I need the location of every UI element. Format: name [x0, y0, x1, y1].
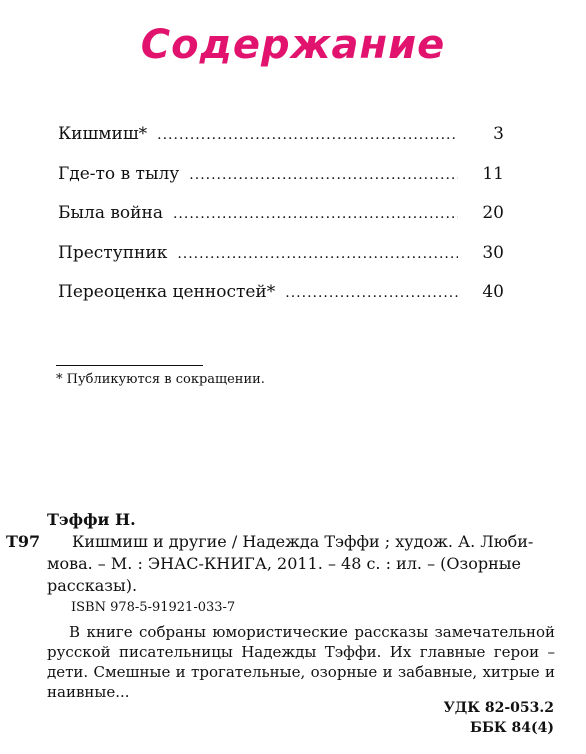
footnote-divider: [56, 365, 203, 366]
toc-leader-dots: [189, 167, 458, 183]
catalog-class-code: Т97: [6, 532, 41, 551]
toc-entry[interactable]: [58, 203, 504, 243]
toc-leader-dots: [177, 246, 458, 262]
toc-entry[interactable]: [58, 124, 504, 164]
footnote: * Публикуются в сокращении.: [56, 372, 265, 387]
toc-entry-label: Преступник: [58, 242, 168, 263]
udk-code: УДК 82-053.2: [443, 700, 554, 716]
catalog-author: Тэффи Н.: [47, 510, 136, 529]
annotation-text: В книге собраны юмористические рассказы замечательной русской писательницы Надежды Тэффи. Их главные герои – дети. Смешные и трогательные, озорные и забавные, хитрые и наивные...: [47, 623, 555, 701]
toc-entry-page: 30: [482, 242, 504, 263]
toc-entry-label: Была война: [58, 203, 163, 223]
isbn: ISBN 978-5-91921-033-7: [71, 600, 236, 615]
catalog-line: мова. – М. : ЭНАС-КНИГА, 2011. – 48 с. : ил. – (Озорные: [47, 554, 521, 573]
toc-entry-label: Где-то в тылу: [58, 163, 180, 184]
toc-entry-page: 20: [482, 203, 504, 223]
toc-leader-dots: [285, 285, 458, 301]
toc-entry-page: 11: [482, 163, 504, 184]
toc-entry-page: 40: [482, 282, 504, 302]
catalog-description: [47, 531, 556, 597]
page-title: Содержание: [140, 22, 446, 68]
toc-entry-label: Кишмиш*: [58, 124, 148, 144]
toc-entry-label: Переоценка ценностей*: [58, 282, 276, 302]
toc-entry[interactable]: [58, 243, 504, 283]
toc-entry[interactable]: [58, 164, 504, 204]
toc-leader-dots: [157, 127, 458, 143]
toc-leader-dots: [173, 206, 458, 222]
table-of-contents: [58, 124, 504, 322]
toc-entry-page: 3: [493, 124, 504, 144]
catalog-line: рассказы).: [47, 576, 138, 595]
catalog-line: Кишмиш и другие / Надежда Тэффи ; худож. А. Люби-: [72, 532, 534, 551]
bbk-code: ББК 84(4): [469, 720, 554, 736]
toc-entry[interactable]: [58, 282, 504, 322]
annotation: [47, 622, 555, 702]
